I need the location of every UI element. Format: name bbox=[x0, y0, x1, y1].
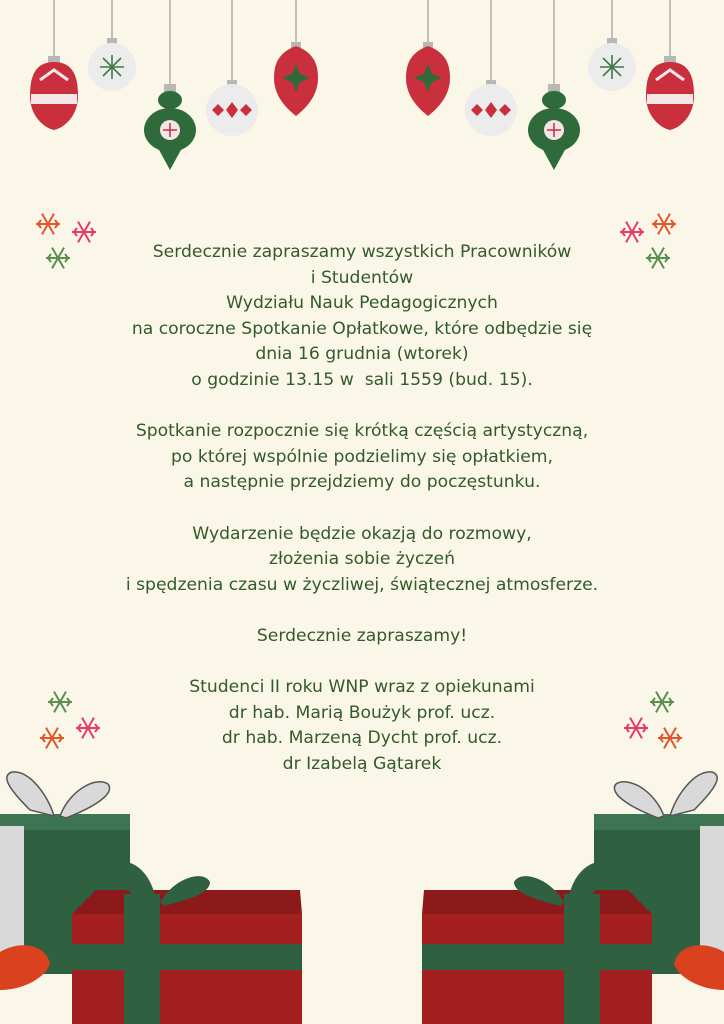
intro-line: Serdecznie zapraszamy wszystkich Pracowników bbox=[152, 242, 572, 262]
red-ribbon-right bbox=[674, 945, 724, 990]
signature-line: dr Izabelą Gątarek bbox=[282, 753, 442, 774]
occasion-line: Wydarzenie będzie okazją do rozmowy, bbox=[192, 523, 532, 544]
signature-line: dr hab. Marzeną Dycht prof. ucz. bbox=[221, 728, 503, 749]
program-line: po której wspólnie podzielimy się opłatkiem, bbox=[170, 446, 553, 467]
occasion-line: złożenia sobie życzeń bbox=[268, 549, 455, 570]
signature-line: dr hab. Marią Boużyk prof. ucz. bbox=[228, 702, 496, 723]
signature-line: Studenci II roku WNP wraz z opiekunami bbox=[189, 677, 535, 698]
intro-line: i Studentów bbox=[310, 267, 414, 288]
intro-line: o godzinie 13.15 w sali 1559 (bud. 15). bbox=[191, 369, 533, 390]
intro-line: na coroczne Spotkanie Opłatkowe, które odbędzie się bbox=[131, 318, 593, 339]
invitation-occasion bbox=[0, 522, 724, 599]
invitation-signature bbox=[0, 675, 724, 777]
occasion-line: i spędzenia czasu w życzliwej, świątecznej atmosferze. bbox=[125, 574, 599, 595]
intro-line: dnia 16 grudnia (wtorek) bbox=[255, 344, 469, 365]
invitation-closing bbox=[0, 624, 724, 650]
invitation-intro bbox=[0, 240, 724, 394]
invitation-text bbox=[0, 240, 724, 803]
program-line: a następnie przejdziemy do poczęstunku. bbox=[183, 472, 541, 493]
intro-line: Wydziału Nauk Pedagogicznych bbox=[226, 293, 498, 314]
closing-line: Serdecznie zapraszamy! bbox=[256, 625, 468, 646]
invitation-program bbox=[0, 419, 724, 496]
red-ribbon-left bbox=[0, 945, 50, 990]
program-line: Spotkanie rozpocznie się krótką częścią artystyczną, bbox=[135, 421, 589, 442]
